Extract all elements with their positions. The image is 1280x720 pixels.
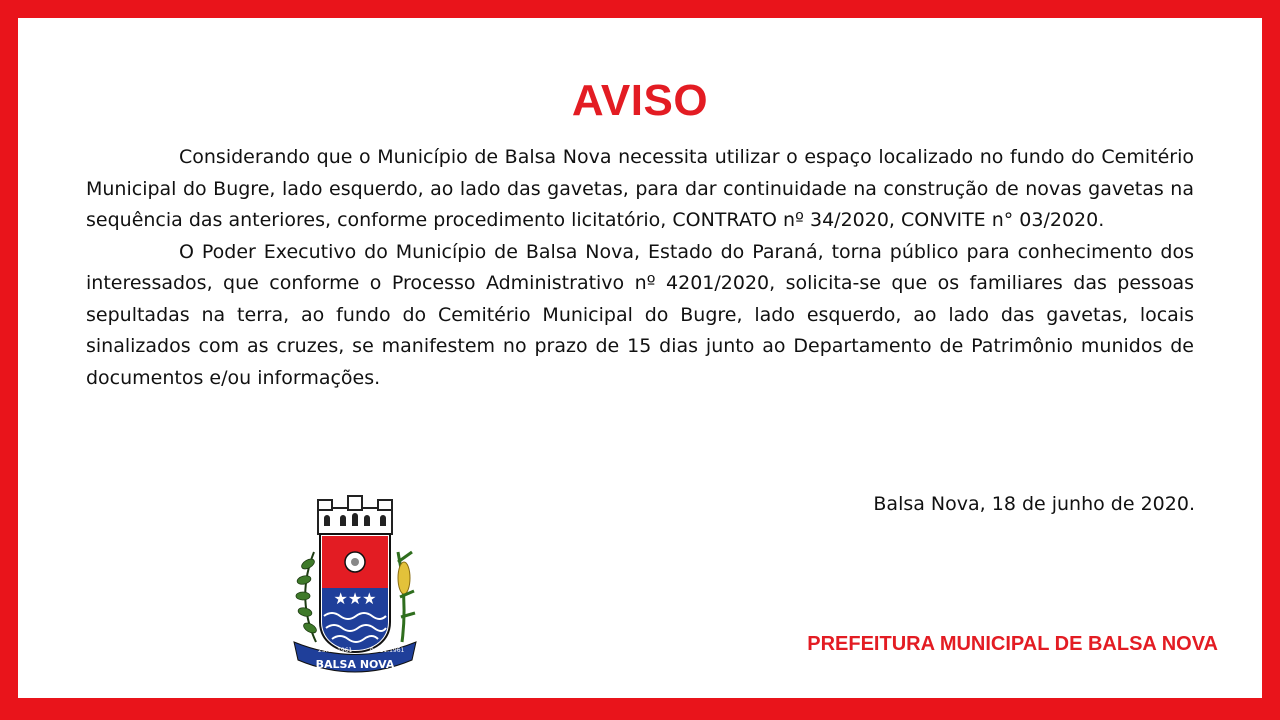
notice-title: AVISO (571, 76, 709, 125)
founding-date-left: 25.01.1961 (318, 647, 353, 654)
notice-panel (18, 18, 1262, 698)
date-line: Balsa Nova, 18 de junho de 2020. (873, 493, 1195, 515)
paragraph-1: Considerando que o Município de Balsa Nova necessita utilizar o espaço localizado no fundo do Cemitério Municipal do Bugre, lado esquerdo, ao lado das gavetas, para dar continuidade na construção de novas gavetas na sequência das anteriores, conforme procedimento licitatório, CONTRATO nº 34/2020, CONVITE n° 03/2020. (86, 146, 1194, 231)
notice-body (86, 142, 1194, 394)
signature-line: PREFEITURA MUNICIPAL DE BALSA NOVA (807, 633, 1218, 655)
municipal-crest-logo (280, 492, 430, 682)
crown-icon (318, 496, 392, 534)
corn-stalk-icon (398, 552, 415, 642)
paragraph-2: O Poder Executivo do Município de Balsa Nova, Estado do Paraná, torna público para conhecimento dos interessados, que conforme o Processo Administrativo nº 4201/2020, solicita-se que os familiares das pessoas sepultadas na terra, ao fundo do Cemitério Municipal do Bugre, lado esquerdo, ao lado das gavetas, locais sinalizados com as cruzes, se manifestem no prazo de 15 dias junto ao Departamento de Patrimônio munidos de documentos e/ou informações. (86, 240, 1194, 389)
founding-date-right: 04.11.1961 (370, 647, 405, 654)
shield-icon (320, 534, 390, 652)
ribbon-text: BALSA NOVA (315, 658, 395, 671)
laurel-branch-icon (296, 552, 318, 642)
svg-text:★★★: ★★★ (333, 589, 377, 608)
